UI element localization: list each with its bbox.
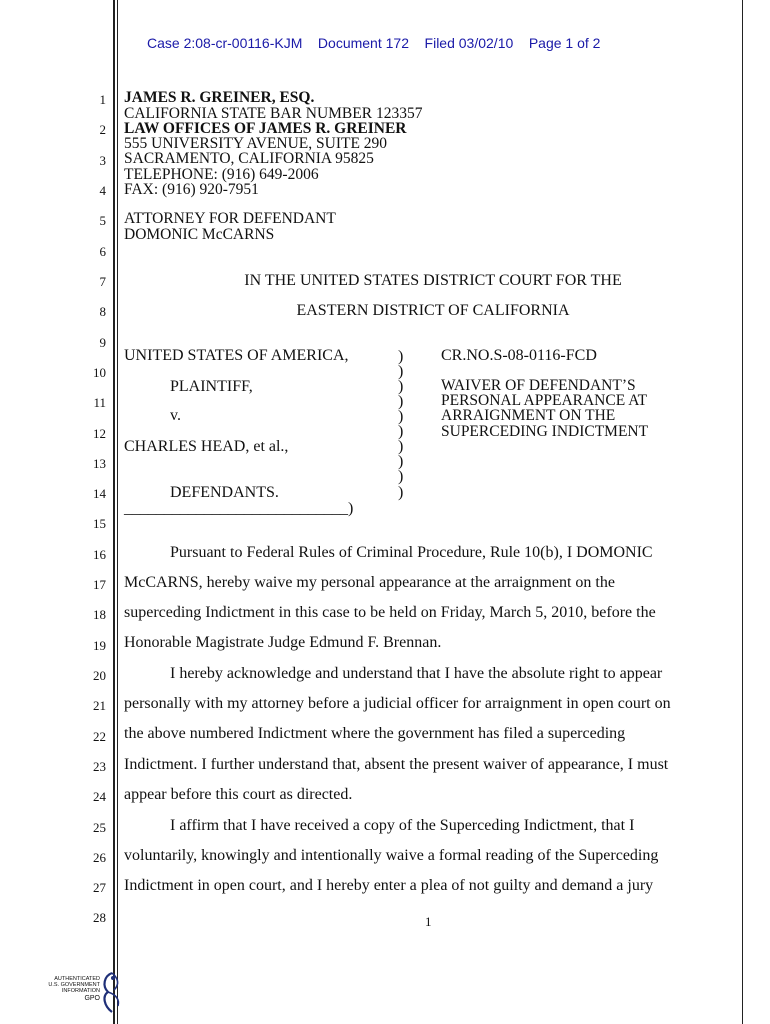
caption-paren: ) (398, 453, 404, 470)
seal-text: GPO (84, 995, 100, 1002)
attorney-phone: TELEPHONE: (916) 649-2006 (124, 166, 319, 183)
seal-text: INFORMATION (61, 988, 100, 994)
attorney-role: ATTORNEY FOR DEFENDANT (124, 210, 336, 227)
body-line: personally with my attorney before a judicial officer for arraignment in open court on (124, 695, 671, 712)
document-title-line: SUPERCEDING INDICTMENT (441, 423, 649, 440)
line-number: 20 (93, 668, 106, 683)
line-number: 16 (93, 547, 106, 562)
body-line: Honorable Magistrate Judge Edmund F. Brennan. (124, 634, 442, 651)
line-number: 1 (99, 92, 106, 107)
line-number: 3 (99, 153, 106, 168)
line-number: 23 (93, 759, 106, 774)
line-number: 18 (93, 607, 106, 622)
caption-paren: ) (398, 423, 404, 440)
attorney-client: DOMONIC McCARNS (124, 226, 275, 243)
caption-paren: ) (398, 484, 404, 501)
caption-paren: ) (398, 348, 404, 365)
line-number: 11 (93, 395, 106, 410)
page-number: 1 (425, 914, 432, 929)
court-heading-line2: EASTERN DISTRICT OF CALIFORNIA (296, 302, 570, 319)
attorney-fax: FAX: (916) 920-7951 (124, 181, 259, 198)
eagle-emblem-icon (98, 970, 128, 1015)
line-number: 26 (93, 850, 106, 865)
body-line: Indictment. I further understand that, absent the present waiver of appearance, I must (124, 756, 669, 773)
line-number: 7 (99, 274, 106, 289)
line-number: 28 (93, 910, 106, 925)
document-title-line: WAIVER OF DEFENDANT’S (441, 377, 636, 394)
attorney-firm: LAW OFFICES OF JAMES R. GREINER (124, 120, 407, 137)
line-number: 6 (99, 244, 106, 259)
line-number: 5 (99, 213, 106, 228)
caption-underline: ____________________________) (124, 500, 354, 517)
seal-text: AUTHENTICATED (54, 976, 100, 982)
caption-versus: v. (170, 407, 181, 424)
line-number: 19 (93, 638, 106, 653)
line-number: 4 (99, 183, 106, 198)
line-number: 10 (93, 365, 106, 380)
line-number: 9 (99, 335, 106, 350)
caption-plaintiff-party: UNITED STATES OF AMERICA, (124, 347, 349, 364)
caption-paren: ) (398, 408, 404, 425)
attorney-name: JAMES R. GREINER, ESQ. (124, 89, 315, 106)
body-line: superceding Indictment in this case to be held on Friday, March 5, 2010, before the (124, 604, 656, 621)
attorney-city: SACRAMENTO, CALIFORNIA 95825 (124, 150, 374, 167)
line-number: 8 (99, 304, 106, 319)
gpo-authentication-seal (38, 970, 128, 1015)
line-number: 15 (93, 516, 106, 531)
case-number: CR.NO.S-08-0116-FCD (441, 347, 597, 364)
body-line: I hereby acknowledge and understand that I have the absolute right to appear (170, 665, 663, 682)
caption-paren: ) (398, 438, 404, 455)
document-title-line: ARRAIGNMENT ON THE (441, 407, 616, 424)
seal-text: U.S. GOVERNMENT (48, 982, 100, 988)
caption-defendant-party: CHARLES HEAD, et al., (124, 438, 289, 455)
caption-paren: ) (398, 393, 404, 410)
body-line: the above numbered Indictment where the government has filed a superceding (124, 725, 626, 742)
attorney-street: 555 UNIVERSITY AVENUE, SUITE 290 (124, 135, 388, 152)
body-line: Pursuant to Federal Rules of Criminal Procedure, Rule 10(b), I DOMONIC (170, 544, 653, 561)
case-header: Case 2:08-cr-00116-KJM Document 172 Filed 03/02/10 Page 1 of 2 (147, 35, 601, 51)
body-line: I affirm that I have received a copy of the Superceding Indictment, that I (170, 817, 635, 834)
line-number: 27 (93, 880, 106, 895)
attorney-bar-number: CALIFORNIA STATE BAR NUMBER 123357 (124, 105, 423, 122)
line-number: 17 (93, 577, 106, 592)
document-title-line: PERSONAL APPEARANCE AT (441, 392, 648, 409)
body-line: voluntarily, knowingly and intentionally waive a formal reading of the Superceding (124, 847, 659, 864)
line-number: 21 (93, 698, 106, 713)
line-number: 12 (93, 426, 106, 441)
body-line: McCARNS, hereby waive my personal appearance at the arraignment on the (124, 574, 615, 591)
line-number: 2 (99, 122, 106, 137)
line-number: 24 (93, 789, 106, 804)
body-line: appear before this court as directed. (124, 786, 353, 803)
court-heading-line1: IN THE UNITED STATES DISTRICT COURT FOR THE (244, 272, 622, 289)
line-number: 13 (93, 456, 106, 471)
caption-paren: ) (398, 468, 404, 485)
line-number: 22 (93, 729, 106, 744)
left-margin-rule-inner (117, 0, 118, 1024)
caption-defendant-label: DEFENDANTS. (170, 484, 279, 501)
left-margin-rule-outer (113, 0, 115, 1024)
caption-paren: ) (398, 363, 404, 380)
line-number: 14 (93, 486, 106, 501)
right-margin-rule (742, 0, 743, 1024)
caption-paren: ) (398, 378, 404, 395)
line-number: 25 (93, 820, 106, 835)
body-line: Indictment in open court, and I hereby enter a plea of not guilty and demand a jury (124, 877, 654, 894)
caption-plaintiff-label: PLAINTIFF, (170, 378, 253, 395)
